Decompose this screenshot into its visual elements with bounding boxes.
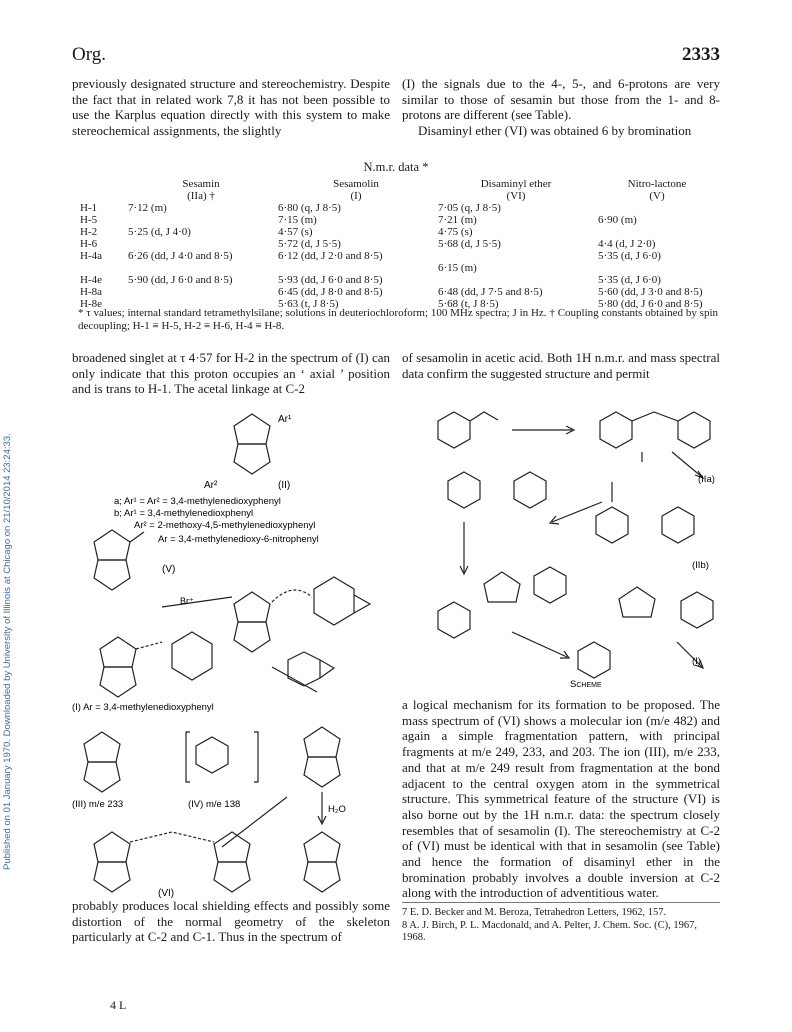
table-cell: 6·90 (m) [598, 214, 637, 226]
row-label: H-4a [80, 250, 102, 262]
table-cell [126, 286, 276, 298]
table-cell [596, 262, 718, 274]
label-II: (II) [278, 480, 291, 491]
scheme-label-I: (I) [692, 656, 701, 667]
label-IV: (IV) m/e 138 [188, 799, 241, 810]
table-title: N.m.r. data * [363, 160, 429, 174]
side-note: Published on 01 January 1970. Downloaded by University of Illinois at Chicago on 21/10/2014 23:24:33. [2, 433, 13, 870]
definition-a: a; Ar¹ = Ar² = 3,4-methylenedioxyphenyl [114, 496, 281, 507]
row-label: H-2 [80, 226, 98, 238]
col-header: Nitro-lactone [627, 178, 687, 190]
table-row [78, 286, 718, 298]
table-header-row [78, 178, 718, 202]
references [402, 907, 720, 945]
col-sub: (V) [649, 190, 665, 202]
table-cell: 7·05 (q, J 8·5) [438, 202, 501, 214]
table-cell: 6·26 (dd, J 4·0 and 8·5) [128, 250, 233, 262]
ring-lower [234, 444, 270, 474]
mid-left-text: broadened singlet at τ 4·57 for H-2 in the spectrum of (I) can only indicate that this proton occupies an ‘ axial ’ position and is trans to H-1. The acetal linkage at C-2 [72, 350, 390, 397]
bottom-right-text: a logical mechanism for its formation to be proposed. The mass spectrum of (VI) shows a molecular ion (m/e 482) and again a simple fragmentation pattern, with principal fragments at m/e 249, 233, and 203. The ion (III), m/e 233, and that at m/e 249 result from fragmentation at the bond adjacent to the central oxygen atom in the symmetrical structure. This symmetrical feature of the structure (VI) is also borne out by the 1H n.m.r. data: the spectrum closely resembles that of sesamolin (I). The stereochemistry at C-2 of (VI) must be identical with that in sesamolin (see Table) and hence the formation of disaminyl ether in the bromination probably involves a double inversion at C-2 along with the introduction of adventitious water. [402, 697, 720, 901]
ar1-label: Ar¹ [278, 414, 292, 425]
definition-I: (I) Ar = 3,4-methylenedioxyphenyl [72, 702, 214, 713]
table-cell [596, 202, 718, 214]
table-cell: 4·4 (d, J 2·0) [598, 238, 656, 250]
scheme-caption: Scheme [570, 679, 602, 690]
scheme-figure [402, 392, 720, 692]
table-cell: 5·90 (dd, J 6·0 and 8·5) [128, 274, 233, 286]
table-cell: 5·93 (dd, J 6·0 and 8·5) [278, 274, 383, 286]
col-sub: (IIa) † [187, 190, 215, 202]
row-label [78, 262, 126, 274]
row-label: H-8a [80, 286, 102, 298]
row-label: H-4e [80, 274, 102, 286]
row-label: H-6 [80, 238, 98, 250]
table-cell [276, 262, 436, 274]
table-cell [126, 214, 276, 226]
definition-b: b; Ar¹ = 3,4-methylenedioxphenyl [114, 508, 254, 519]
table-row [78, 262, 718, 274]
ar2-label: Ar² [204, 480, 218, 491]
table-cell: 6·15 (m) [438, 262, 477, 274]
table-cell: 5·80 (dd, J 6·0 and 8·5) [598, 298, 703, 310]
table-cell: 5·68 (d, J 5·5) [438, 238, 501, 250]
journal-name: Org. [72, 44, 106, 65]
table-row [78, 250, 718, 262]
table-cell: 5·60 (dd, J 3·0 and 8·5) [598, 286, 703, 298]
row-label: H-8e [80, 298, 102, 310]
mid-right-text: of sesamolin in acetic acid. Both 1H n.m.r. and mass spectral data confirm the suggested structure and permit [402, 350, 720, 381]
water-label: H₂O [328, 804, 346, 815]
label-III: (III) m/e 233 [72, 799, 124, 810]
table-cell: 5·25 (d, J 4·0) [128, 226, 191, 238]
table-cell: 7·15 (m) [278, 214, 317, 226]
table-cell [596, 226, 718, 238]
table-cell: 5·35 (d, J 6·0) [598, 274, 661, 286]
col-sub: (I) [350, 190, 362, 202]
col-header: Sesamolin [333, 178, 379, 190]
label-VI: (VI) [158, 888, 175, 899]
scheme-label-IIb: (IIb) [692, 560, 709, 571]
table-cell: 6·45 (dd, J 8·0 and 8·5) [278, 286, 383, 298]
table-cell: 5·72 (d, J 5·5) [278, 238, 341, 250]
table-cell: 7·12 (m) [128, 202, 167, 214]
reference-item: 7 E. D. Becker and M. Beroza, Tetrahedron Letters, 1962, 157. [402, 907, 667, 918]
col-header: Sesamin [182, 178, 220, 190]
table-cell: 6·48 (dd, J 7·5 and 8·5) [438, 286, 543, 298]
table-row [78, 226, 718, 238]
table-cell: 5·68 (t, J 8·5) [438, 298, 499, 310]
label-V: (V) [162, 564, 176, 575]
table-cell: 5·35 (d, J 6·0) [598, 250, 661, 262]
table-cell: 7·21 (m) [438, 214, 477, 226]
table-row [78, 202, 718, 214]
definition-b2: Ar² = 2-methoxy-4,5-methylenedioxyphenyl [134, 520, 316, 531]
table-cell: 4·75 (s) [438, 226, 473, 238]
top-right-text: (I) the signals due to the 4-, 5-, and 6-protons are very similar to those of sesamin but those from the 1- and 8-protons are different (see Table). Disaminyl ether (VI) was obtained 6 by bromination [402, 76, 720, 139]
bottom-left-text: probably produces local shielding effects and possibly some distortion of the normal geometry of the skeleton particularly at C-2 and C-1. Thus in the spectrum of [72, 898, 390, 945]
table-cell: 6·80 (q, J 8·5) [278, 202, 341, 214]
table-row [78, 214, 718, 226]
scheme-label-IIa: (IIa) [698, 474, 715, 485]
definition-V: Ar = 3,4-methylenedioxy-6-nitrophenyl [158, 534, 319, 545]
page-number: 2333 [682, 44, 720, 65]
references-rule [402, 902, 720, 903]
col-sub: (VI) [506, 190, 526, 202]
table-cell: 5·63 (t, J 8·5) [278, 298, 339, 310]
row-label: H-1 [80, 202, 98, 214]
nmr-table [78, 178, 718, 310]
table-row [78, 274, 718, 286]
table-cell: 4·57 (s) [278, 226, 313, 238]
br-plus-label: Br⁺ [180, 596, 194, 606]
structures-figure [72, 392, 390, 900]
table-cell [436, 250, 596, 262]
signature-mark: 4 L [110, 998, 127, 1012]
top-left-text: previously designated structure and stereochemistry. Despite the fact that in related work 7,8 it has not been possible to use the Karplus equation directly with this system to make stereochemical assignments, the slightly [72, 76, 390, 139]
table-cell [436, 274, 596, 286]
table-row [78, 238, 718, 250]
table-footnote: * τ values; internal standard tetramethylsilane; solutions in deuteriochloroform; 100 MHz spectra; J in Hz. † Coupling constants obtained by spin decoupling; H-1 ≡ H-5, H-2 ≡ H-6, H-4 ≡ H-8. [78, 307, 718, 332]
reference-item: 8 A. J. Birch, P. L. Macdonald, and A. Pelter, J. Chem. Soc. (C), 1967, 1968. [402, 919, 698, 943]
table-cell [126, 238, 276, 250]
col-header: Disaminyl ether [480, 178, 552, 190]
row-label: H-5 [80, 214, 98, 226]
ring-upper [234, 414, 270, 444]
table-cell [126, 262, 276, 274]
table-cell: 6·12 (dd, J 2·0 and 8·5) [278, 250, 383, 262]
